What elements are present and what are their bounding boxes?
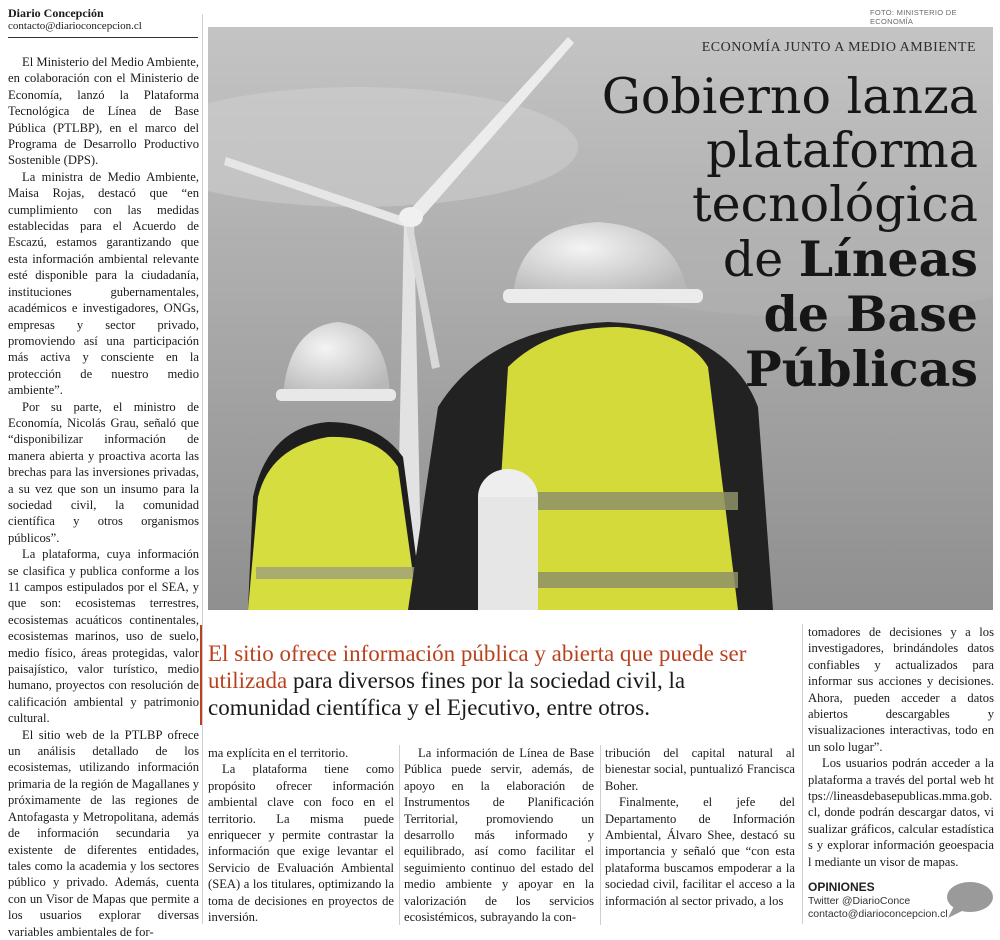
pull-quote-rule — [200, 625, 202, 725]
paragraph: tomadores de decisiones y a los investigadores, brindándoles datos confiables y actualizados para informar sus acciones y decisiones. Ahora, pueden acceder a datos abiertos descargables y visualizaciones interactivas, todo en un solo lugar”. — [808, 625, 994, 754]
bottom-column-2 — [404, 745, 594, 925]
author-name: Diario Concepción — [8, 6, 104, 20]
pull-quote-text: para diversos fines por la sociedad civil, la comunidad científica y el Ejecutivo, entre otros. — [208, 668, 686, 720]
paragraph: La plataforma tiene como propósito ofrecer información ambiental clave con foco en el territorio. La misma puede enriquecer y permite contrastar la información que exige levantar el Servicio de Evaluación Ambiental (SEA) a los titulares, optimizando la toma de decisiones en proyectos de inversión. — [208, 762, 394, 925]
paragraph: El sitio web de la PTLBP ofrece un análisis detallado de los ecosistemas, utilizando información primaria de la región de Magallanes y próximamente de las regiones de Antofagasta y Metropolitana, además de información secundaria ya existente de diferentes entidades, tales como la academia y los sectores público y privado. Además, cuenta con un Visor de Mapas que permite a los usuarios explorar diversas variables ambientales de for- — [8, 727, 199, 939]
pull-quote — [208, 640, 793, 721]
author-email: contacto@diarioconcepcion.cl — [8, 20, 142, 32]
bottom-column-1 — [208, 745, 394, 925]
left-column — [8, 54, 199, 940]
paragraph: ma explícita en el territorio. — [208, 746, 349, 760]
paragraph: Finalmente, el jefe del Departamento de Información Ambiental, Álvaro Shee, destacó su importancia y señaló que “con esta plataforma buscamos empoderar a la sociedad civil, facilitar el acceso a la información al sector privado, a los — [605, 795, 795, 908]
column-divider — [399, 745, 400, 925]
byline — [8, 6, 198, 38]
paragraph: El Ministerio del Medio Ambiente, en colaboración con el Ministerio de Economía, lanzó la Plataforma Tecnológica de Línea de Base Pública (PTLBP), en el marco del Programa de Desarrollo Productivo Sostenible (DPS). — [8, 55, 199, 168]
photo-credit: FOTO: MINISTERIO DE ECONOMÍA — [870, 8, 957, 26]
byline-divider — [8, 37, 198, 38]
paragraph: La plataforma, cuya información se clasifica y publica conforme a los 11 campos estipulados por el SEA, y que son: ecosistemas terrestres, ecosistemas acuáticos continentales, ecosistemas marinos, uso de suelo, medio físico, áreas protegidas, valor paisajístico, valor turístico, medio humano, proyectos con resolución de calificación ambiental y patrimonio cultural. — [8, 547, 199, 726]
headline-line: Gobierno lanza — [601, 68, 978, 125]
headline-bold: Públicas — [744, 340, 978, 398]
bottom-column-3 — [605, 745, 795, 909]
paragraph: Los usuarios podrán acceder a la plataforma a través del portal web https://lineasdebasepublicas.mma.gob.cl, donde podrán descargar datos, visualizar gráficos, calcular estadísticas y explorar información geoespacial mediante un visor de mapas. — [808, 756, 994, 869]
paragraph: La ministra de Medio Ambiente, Maisa Rojas, destacó que “en cumplimiento con las medidas establecidas para el Acuerdo de Escazú, estamos garantizando que esta información ambiental relevante esté disponible para la ciudadanía, instituciones gubernamentales, académicos e investigadores, ONGs, empresas y sector privado, promoviendo así una participación más activa y consciente en la protección de nuestro medio ambiente”. — [8, 169, 199, 398]
paragraph: La información de Línea de Base Pública puede servir, además, de apoyo en la elaboración de Instrumentos de Planificación Territorial, promoviendo un desarrollo más informado y equilibrado, así como facilitar el seguimiento continuo del estado del medio ambiente y apoyar en la valorización de los servicios ecosistémicos, subrayando la con- — [404, 746, 594, 925]
headline-bold: Líneas — [798, 230, 978, 288]
paragraph: Por su parte, el ministro de Economía, Nicolás Grau, señaló que “disponibilizar información de manera abierta y proactiva acorta las brechas para las inversiones privadas, a su vez que son un insumo para la sociedad civil, la comunidad científica y otros organismos públicos”. — [8, 399, 199, 545]
column-divider — [202, 14, 203, 924]
opiniones-twitter: Twitter @DiarioConce — [808, 895, 911, 907]
headline-line: tecnológica — [691, 176, 978, 233]
column-divider — [802, 624, 803, 924]
speech-bubble-icon — [944, 880, 994, 920]
headline-line: de — [722, 231, 799, 288]
headline-line: plataforma — [706, 122, 978, 179]
column-divider — [600, 745, 601, 925]
headline-bold: de Base — [763, 285, 978, 343]
kicker: ECONOMÍA JUNTO A MEDIO AMBIENTE — [701, 40, 976, 55]
right-column — [808, 624, 994, 870]
paragraph: tribución del capital natural al bienestar social, puntualizó Francisca Boher. — [605, 746, 795, 793]
opiniones-email: contacto@diarioconcepcion.cl — [808, 908, 948, 920]
headline — [418, 70, 978, 397]
opiniones-title: OPINIONES — [808, 880, 875, 894]
pull-quote-highlight: El sitio ofrece información pública y abierta que puede ser utilizada — [208, 641, 747, 693]
